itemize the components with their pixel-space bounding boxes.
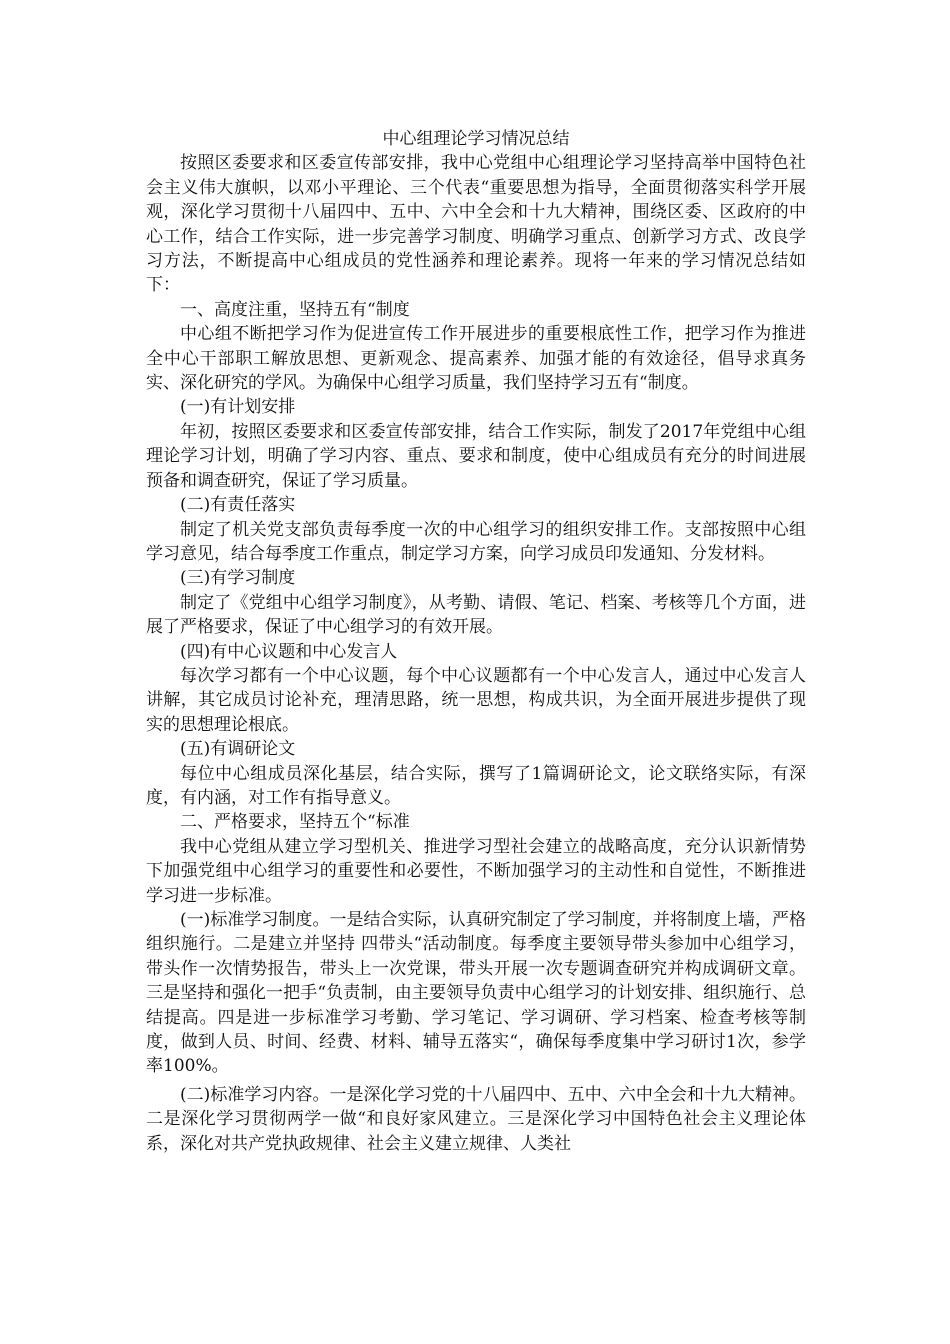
body-paragraph: 每次学习都有一个中心议题，每个中心议题都有一个中心发言人，通过中心发言人讲解，其它成员讨论补充，理清思路，统一思想，构成共识，为全面开展进步提供了现实的思想理论根底。 xyxy=(146,665,806,735)
document-body xyxy=(146,127,806,1156)
body-paragraph: 我中心党组从建立学习型机关、推进学习型社会建立的战略高度，充分认识新情势下加强党组中心组学习的重要性和必要性，不断加强学习的主动性和自觉性，不断推进学习进一步标准。 xyxy=(146,836,806,906)
section-heading: 二、严格要求，坚持五个“标准 xyxy=(180,812,410,833)
body-paragraph: 制定了《党组中心组学习制度》，从考勤、请假、笔记、档案、考核等几个方面，进展了严格要求，保证了中心组学习的有效开展。 xyxy=(146,592,806,638)
document-title: 中心组理论学习情况总结 xyxy=(382,129,570,149)
body-paragraph: 年初，按照区委要求和区委宣传部安排，结合工作实际，制发了2017年党组中心组理论学习计划，明确了学习内容、重点、要求和制度，使中心组成员有充分的时间进展预备和调查研究，保证了学习质量。 xyxy=(146,421,806,491)
subsection-heading: (二)有责任落实 xyxy=(180,495,296,516)
subsection-heading: (三)有学习制度 xyxy=(180,568,296,589)
subsection-heading: (一)有计划安排 xyxy=(180,397,296,418)
subsection-heading: (五)有调研论文 xyxy=(180,739,296,760)
body-paragraph: (一)标准学习制度。一是结合实际，认真研究制定了学习制度，并将制度上墙，严格组织施行。二是建立并坚持 四带头“活动制度。每季度主要领导带头参加中心组学习，带头作一次情势报告，带头上一次党课，带头开展一次专题调查研究并构成调研文章。三是坚持和强化一把手“负责制，由主要领导负责中心组学习的计划安排、组织施行、总结提高。四是进一步标准学习考勤、学习笔记、学习调研、学习档案、检查考核等制度，做到人员、时间、经费、材料、辅导五落实“，确保每季度集中学习研讨1次，参学率100%。 xyxy=(146,910,806,1077)
body-paragraph: 制定了机关党支部负责每季度一次的中心组学习的组织安排工作。支部按照中心组学习意见，结合每季度工作重点，制定学习方案，向学习成员印发通知、分发材料。 xyxy=(146,519,806,564)
section-heading: 一、高度注重，坚持五有“制度 xyxy=(180,299,410,320)
body-paragraph: (二)标准学习内容。一是深化学习党的十八届四中、五中、六中全会和十九大精神。二是深化学习贯彻两学一做“和良好家风建立。三是深化学习中国特色社会主义理论体系，深化对共产党执政规律、社会主义建立规律、人类社 xyxy=(146,1084,806,1154)
subsection-heading: (四)有中心议题和中心发言人 xyxy=(180,641,398,662)
body-paragraph: 中心组不断把学习作为促进宣传工作开展进步的重要根底性工作，把学习作为推进全中心干部职工解放思想、更新观念、提高素养、加强才能的有效途径，倡导求真务实、深化研究的学风。为确保中心组学习质量，我们坚持学习五有“制度。 xyxy=(146,324,806,394)
intro-paragraph: 按照区委要求和区委宣传部安排，我中心党组中心组理论学习坚持高举中国特色社会主义伟大旗帜，以邓小平理论、三个代表“重要思想为指导，全面贯彻落实科学开展观，深化学习贯彻十八届四中、五中、六中全会和十九大精神，围绕区委、区政府的中心工作，结合工作实际，进一步完善学习制度、明确学习重点、创新学习方式、改良学习方法，不断提高中心组成员的党性涵养和理论素养。现将一年来的学习情况总结如下： xyxy=(146,153,806,296)
body-paragraph: 每位中心组成员深化基层，结合实际，撰写了1篇调研论文，论文联络实际，有深度，有内涵，对工作有指导意义。 xyxy=(146,763,806,808)
